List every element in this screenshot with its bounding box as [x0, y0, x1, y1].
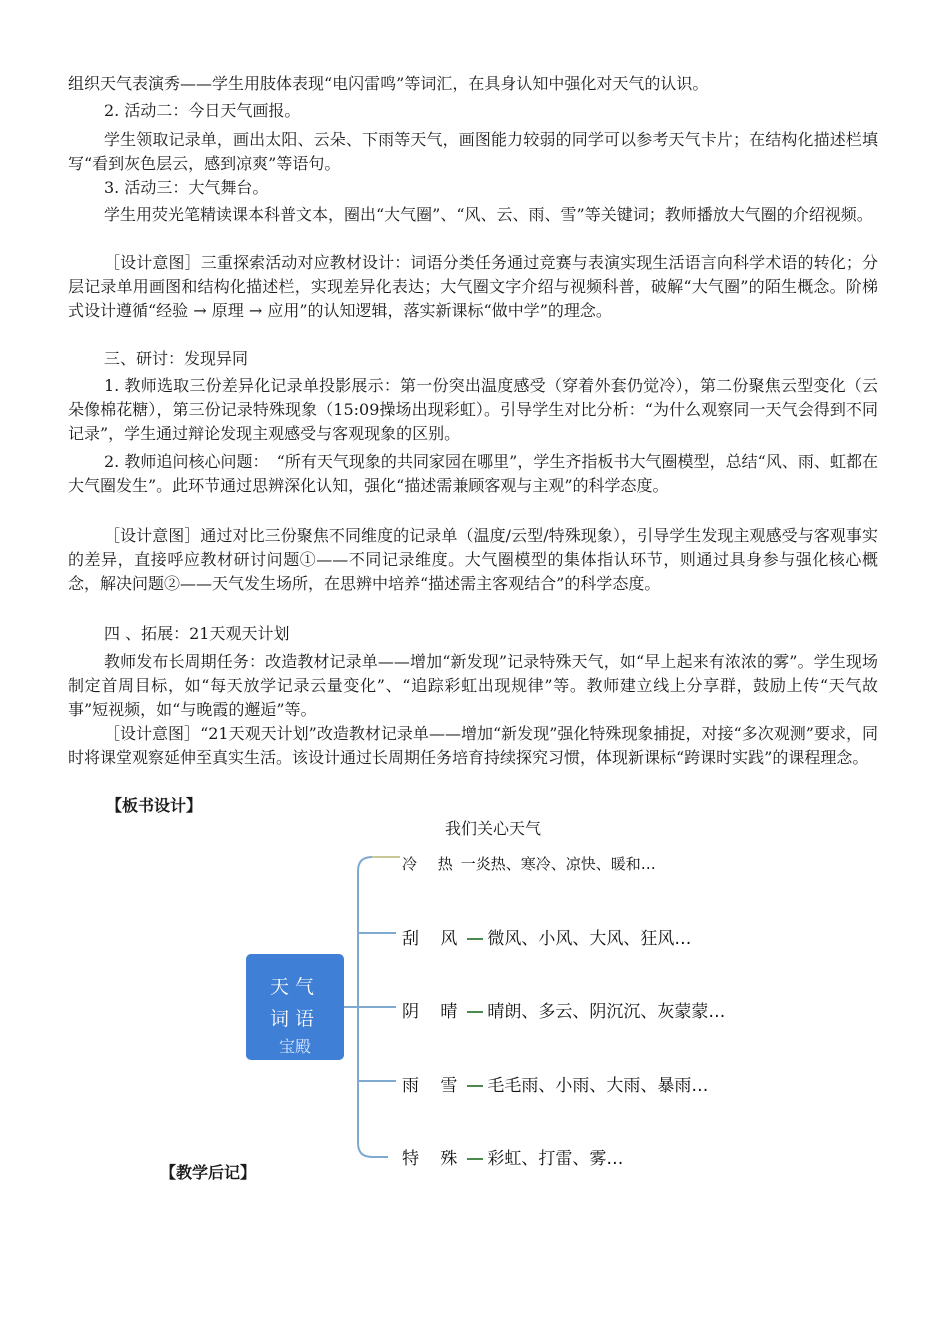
branch-special — [402, 1144, 623, 1169]
branch-dash — [467, 1158, 483, 1160]
root-line-1: 天气 — [269, 976, 320, 998]
root-line-3: 宝殿 — [278, 1037, 311, 1056]
branch-key: 冷 热 — [402, 855, 461, 873]
branch-items: 微风、小风、大风、狂风… — [487, 929, 692, 949]
branch-items: 晴朗、多云、阴沉沉、灰蒙蒙… — [487, 1002, 726, 1022]
section-four-heading: 四 、拓展：21天观天计划 — [104, 624, 290, 643]
paragraph-extension: 教师发布长周期任务：改造教材记录单——增加“新发现”记录特殊天气，如“早上起来有浓浓的雾”。学生现场制定首周目标，如“每天放学记录云量变化”、“追踪彩虹出现规律”等。教师建立线上分享群，鼓励上传“天气故事”短视频，如“与晚霞的邂逅”等。 — [68, 652, 878, 719]
afterword-heading: 【教学后记】 — [160, 1163, 257, 1182]
paragraph-design-intent-2: ［设计意图］通过对比三份聚焦不同维度的记录单（温度/云型/特殊现象），引导学生发现主观感受与客观事实的差异，直接呼应教材研讨问题①——不同记录维度。大气圈模型的集体指认环节，则通过具身参与强化核心概念，解决问题②——天气发生场所，在思辨中培养“描述需主客观结合”的科学态度。 — [68, 526, 878, 593]
mindmap-root-node — [246, 954, 344, 1060]
branch-items: 毛毛雨、小雨、大雨、暴雨… — [487, 1076, 709, 1096]
branch-key: 刮 风 — [402, 929, 466, 949]
paragraph-design-intent-3: ［设计意图］“21天观天计划”改造教材记录单——增加“新发现”强化特殊现象捕捉，对接“多次观测”要求，同时将课堂观察延伸至真实生活。该设计通过长周期任务培育持续探究习惯，体现新课标“跨课时实践”的课程理念。 — [68, 724, 878, 767]
branch-wind — [402, 924, 691, 949]
branch-key: 特 殊 — [402, 1149, 466, 1169]
section-three-heading: 三、研讨：发现异同 — [104, 349, 249, 368]
branch-items: 一炎热、寒冷、凉快、暖和… — [460, 855, 656, 873]
branch-dash — [467, 1085, 483, 1087]
board-design-heading: 【板书设计】 — [106, 796, 203, 815]
mindmap-title: 我们关心天气 — [444, 819, 541, 838]
paragraph-activity-three: 学生用荧光笔精读课本科普文本，圈出“大气圈”、“风、云、雨、雪”等关键词；教师播放大气圈的介绍视频。 — [104, 205, 873, 224]
activity-two-heading: 2. 活动二：今日天气画报。 — [104, 101, 301, 120]
paragraph-discussion-1: 1. 教师选取三份差异化记录单投影展示：第一份突出温度感受（穿着外套仍觉冷），第二份聚焦云型变化（云朵像棉花糖），第三份记录特殊现象（15:09操场出现彩虹）。引导学生对比分析：“为什么观察同一天气会得到不同记录”，学生通过辩论发现主观感受与客观现象的区别。 — [68, 376, 878, 443]
branch-cloudy-sunny — [402, 997, 725, 1022]
branch-key: 雨 雪 — [402, 1076, 466, 1096]
branch-dash — [467, 1011, 483, 1013]
branch-cold-hot — [402, 853, 656, 874]
branch-dash — [467, 938, 483, 940]
branch-key: 阴 晴 — [402, 1002, 466, 1022]
branch-rain-snow — [402, 1071, 708, 1096]
paragraph-discussion-2: 2. 教师追问核心问题： “所有天气现象的共同家园在哪里”，学生齐指板书大气圈模型，总结“风、雨、虹都在大气圈发生”。此环节通过思辨深化认知，强化“描述需兼顾客观与主观”的科学态度。 — [68, 452, 878, 495]
root-line-2: 词语 — [269, 1008, 320, 1030]
paragraph-activity-two: 学生领取记录单，画出太阳、云朵、下雨等天气，画图能力较弱的同学可以参考天气卡片；在结构化描述栏填写“看到灰色层云，感到凉爽”等语句。 — [68, 130, 878, 173]
branch-items: 彩虹、打雷、雾… — [487, 1149, 624, 1169]
activity-three-heading: 3. 活动三：大气舞台。 — [104, 178, 269, 197]
paragraph-weather-show: 组织天气表演秀——学生用肢体表现“电闪雷鸣”等词汇，在具身认知中强化对天气的认识。 — [68, 74, 709, 93]
paragraph-design-intent-1: ［设计意图］三重探索活动对应教材设计：词语分类任务通过竞赛与表演实现生活语言向科学术语的转化；分层记录单用画图和结构化描述栏，实现差异化表达；大气圈文字介绍与视频科普，破解“大气圈”的陌生概念。阶梯式设计遵循“经验 → 原理 → 应用”的认知逻辑，落实新课标“做中学”的理念。 — [68, 253, 878, 320]
